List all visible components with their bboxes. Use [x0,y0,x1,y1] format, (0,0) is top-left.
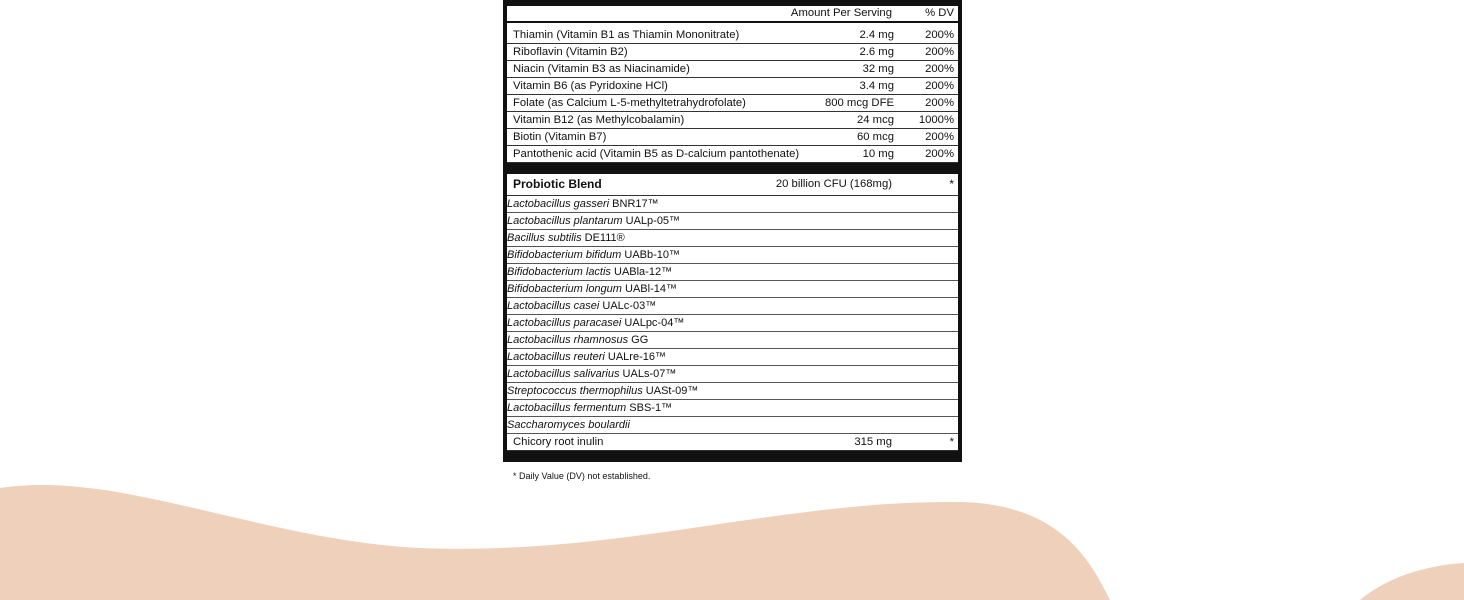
strain-row [507,196,958,213]
strain-species: Lactobacillus rhamnosus [507,334,629,346]
divider-bar [507,163,958,174]
strain-species: Lactobacillus gasseri [507,198,610,210]
bottom-divider-bar [507,451,958,461]
vitamin-amount: 3.4 mg [859,80,894,92]
vitamin-dv: 200% [925,97,954,109]
vitamin-amount: 800 mcg DFE [824,97,894,109]
vitamin-name: Thiamin (Vitamin B1 as Thiamin Mononitrate) [513,29,740,41]
strain-code: UABla-12™ [610,266,673,278]
strain-name [507,249,680,261]
strain-row [507,230,958,247]
vitamin-name: Biotin (Vitamin B7) [513,131,607,143]
vitamin-dv: 200% [925,80,954,92]
strain-row [507,349,958,366]
strain-species: Lactobacillus salivarius [507,368,620,380]
strain-code: UABl-14™ [621,283,677,295]
strain-name [507,419,630,431]
strain-code: UABb-10™ [621,249,681,261]
blend-name: Probiotic Blend [513,177,602,191]
strain-species: Bifidobacterium lactis [507,266,611,278]
vitamin-amount: 60 mcg [856,131,894,143]
vitamin-name: Vitamin B12 (as Methylcobalamin) [513,114,685,126]
chicory-amount: 315 mg [854,436,892,448]
vitamin-row [507,44,958,61]
strain-species: Bacillus subtilis [507,232,582,244]
strain-species: Lactobacillus paracasei [507,317,622,329]
strain-species: Bifidobacterium longum [507,283,622,295]
strain-row [507,213,958,230]
strain-row [507,264,958,281]
vitamin-row [507,146,958,163]
strain-row [507,417,958,434]
strain-row [507,281,958,298]
strain-row [507,247,958,264]
strain-name [507,402,672,414]
strain-name [507,385,698,397]
strain-species: Streptococcus thermophilus [507,385,643,397]
strain-name [507,317,684,329]
vitamin-dv: 200% [925,148,954,160]
vitamin-name: Pantothenic acid (Vitamin B5 as D-calcium pantothenate) [513,148,800,160]
vitamin-amount: 10 mg [862,148,894,160]
vitamin-name: Folate (as Calcium L-5-methyltetrahydrofolate) [513,97,746,109]
strain-code: UASt-09™ [642,385,699,397]
vitamin-row [507,95,958,112]
vitamin-row [507,78,958,95]
strain-species: Lactobacillus fermentum [507,402,627,414]
chicory-name: Chicory root inulin [513,436,604,448]
vitamin-dv: 200% [925,29,954,41]
vitamin-name: Vitamin B6 (as Pyridoxine HCl) [513,80,668,92]
supplement-facts-label [503,0,962,481]
strain-name [507,215,680,227]
strain-row [507,366,958,383]
vitamin-amount: 2.6 mg [859,46,894,58]
dv-header: % DV [925,7,954,19]
chicory-dv: * [949,436,954,448]
vitamin-name: Riboflavin (Vitamin B2) [513,46,628,58]
vitamin-dv: 200% [925,131,954,143]
strain-row [507,400,958,417]
strain-code: UALc-03™ [599,300,657,312]
strain-name [507,351,666,363]
vitamin-list [507,27,958,163]
strain-code: DE111® [581,232,625,244]
blend-dv: * [949,177,954,191]
wave-shape-right [1360,563,1464,600]
vitamin-name: Niacin (Vitamin B3 as Niacinamide) [513,63,690,75]
strain-row [507,315,958,332]
strain-code: GG [628,334,649,346]
strain-list [507,196,958,434]
vitamin-row [507,129,958,146]
vitamin-dv: 200% [925,46,954,58]
vitamin-dv: 200% [925,63,954,75]
strain-species: Lactobacillus casei [507,300,600,312]
strain-name [507,232,625,244]
strain-code: UALs-07™ [619,368,677,380]
vitamin-amount: 24 mcg [856,114,894,126]
footnote: * Daily Value (DV) not established. [513,471,651,481]
vitamin-amount: 32 mg [862,63,894,75]
strain-row [507,383,958,400]
blend-amount: 20 billion CFU (168mg) [775,178,892,190]
vitamin-amount: 2.4 mg [859,29,894,41]
strain-name [507,198,659,210]
strain-species: Saccharomyces boulardii [507,419,630,431]
strain-name [507,266,672,278]
vitamin-row [507,61,958,78]
strain-name [507,368,676,380]
wave-shape-left [0,485,1110,600]
strain-species: Lactobacillus plantarum [507,215,623,227]
vitamin-row [507,27,958,44]
strain-row [507,332,958,349]
strain-code: UALp-05™ [622,215,681,227]
amount-per-serving-header: Amount Per Serving [790,7,892,19]
strain-name [507,300,656,312]
vitamin-row [507,112,958,129]
column-header-row [507,6,958,23]
strain-row [507,298,958,315]
strain-name [507,334,648,346]
strain-code: BNR17™ [609,198,659,210]
chicory-row [507,434,958,451]
probiotic-blend-row [507,174,958,196]
strain-species: Lactobacillus reuteri [507,351,605,363]
vitamin-dv: 1000% [918,114,954,126]
strain-species: Bifidobacterium bifidum [507,249,622,261]
strain-name [507,283,677,295]
strain-code: UALpc-04™ [621,317,685,329]
strain-code: SBS-1™ [626,402,673,414]
strain-code: UALre-16™ [604,351,666,363]
